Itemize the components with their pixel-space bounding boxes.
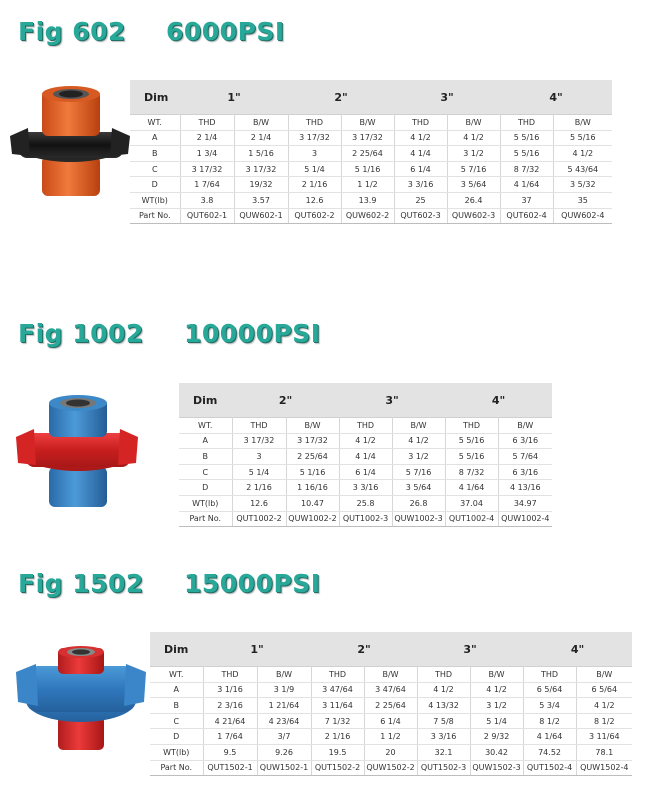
size-header: 2" [232, 383, 339, 418]
table-cell: 32.1 [417, 744, 470, 760]
table-cell: QUW602-4 [553, 208, 612, 224]
table-cell: 20 [364, 744, 417, 760]
sub-header: THD [288, 115, 341, 131]
table-cell: 8 7/32 [500, 161, 553, 177]
table-cell: 6 1/4 [394, 161, 447, 177]
table-cell: 74.52 [523, 744, 576, 760]
table-row [130, 161, 612, 177]
sub-header: B/W [286, 418, 339, 434]
table-cell: 4 1/64 [445, 480, 498, 496]
table-cell: 4 1/4 [339, 449, 392, 465]
table-row [130, 115, 612, 131]
table-cell: 5 1/16 [286, 464, 339, 480]
table-cell: QUT1002-3 [339, 511, 392, 527]
fig-1502-union-image [14, 644, 148, 752]
table-cell: 4 1/2 [447, 130, 500, 146]
table-cell: 5 3/4 [523, 698, 576, 714]
row-label: C [130, 161, 180, 177]
table-cell: 19/32 [234, 177, 288, 193]
table-cell: 1 1/2 [341, 177, 394, 193]
fig-602-spec-table [130, 80, 612, 224]
table-cell: QUW1002-3 [392, 511, 445, 527]
table-cell: QUW602-1 [234, 208, 288, 224]
sub-header: B/W [364, 667, 417, 683]
fig-1002-spec-table [179, 383, 552, 527]
table-cell: 1 7/64 [180, 177, 234, 193]
table-cell: 4 1/2 [417, 682, 470, 698]
row-label: A [179, 433, 232, 449]
table-cell: 8 1/2 [576, 713, 632, 729]
row-label: Part No. [150, 760, 203, 776]
row-label: D [179, 480, 232, 496]
table-cell: QUW602-2 [341, 208, 394, 224]
table-cell: 3 17/32 [286, 433, 339, 449]
table-cell: QUW1502-1 [257, 760, 311, 776]
row-label: WT. [150, 667, 203, 683]
table-cell: 3.57 [234, 192, 288, 208]
table-cell: 3 1/9 [257, 682, 311, 698]
fig-602-pressure: 6000PSI [166, 17, 285, 46]
sub-header: THD [394, 115, 447, 131]
fig-1502-title: Fig 1502 [18, 569, 144, 598]
table-cell: 10.47 [286, 495, 339, 511]
table-cell: QUT602-1 [180, 208, 234, 224]
table-cell: 3 17/32 [234, 161, 288, 177]
table-cell: QUW602-3 [447, 208, 500, 224]
table-cell: QUW1002-4 [498, 511, 552, 527]
table-cell: 5 5/16 [445, 433, 498, 449]
table-cell: 3 3/16 [417, 729, 470, 745]
table-cell: 3 3/16 [339, 480, 392, 496]
table-cell: 1 1/2 [364, 729, 417, 745]
table-cell: 3 17/32 [288, 130, 341, 146]
table-cell: 5 5/16 [500, 146, 553, 162]
row-label: WT. [130, 115, 180, 131]
table-cell: 1 21/64 [257, 698, 311, 714]
table-cell: 4 21/64 [203, 713, 257, 729]
fig-602-title: Fig 602 [18, 17, 126, 46]
table-cell: 4 13/32 [417, 698, 470, 714]
table-cell: QUT1502-4 [523, 760, 576, 776]
sub-header: THD [500, 115, 553, 131]
table-cell: 13.9 [341, 192, 394, 208]
table-cell: QUW1502-2 [364, 760, 417, 776]
table-cell: 3 11/64 [311, 698, 364, 714]
sub-header: B/W [234, 115, 288, 131]
table-cell: QUT602-4 [500, 208, 553, 224]
row-label: Part No. [130, 208, 180, 224]
table-row [179, 480, 552, 496]
table-row [150, 682, 632, 698]
table-cell: QUW1502-4 [576, 760, 632, 776]
table-cell: 3 17/32 [180, 161, 234, 177]
table-cell: 5 43/64 [553, 161, 612, 177]
table-row [179, 495, 552, 511]
size-header: 3" [339, 383, 445, 418]
size-header: 1" [203, 632, 311, 667]
table-cell: QUW1002-2 [286, 511, 339, 527]
fig-1502-spec-table [150, 632, 632, 776]
table-cell: 3 [232, 449, 286, 465]
table-cell: 4 1/2 [339, 433, 392, 449]
table-cell: QUT602-2 [288, 208, 341, 224]
sub-header: B/W [576, 667, 632, 683]
table-row [130, 130, 612, 146]
row-label: A [150, 682, 203, 698]
table-row [130, 192, 612, 208]
table-row [179, 449, 552, 465]
table-cell: 4 1/2 [394, 130, 447, 146]
table-cell: 6 3/16 [498, 433, 552, 449]
size-header: 3" [394, 80, 500, 115]
table-cell: 26.8 [392, 495, 445, 511]
table-row [130, 208, 612, 224]
row-label: D [150, 729, 203, 745]
sub-header: B/W [498, 418, 552, 434]
row-label: B [179, 449, 232, 465]
table-cell: 37 [500, 192, 553, 208]
table-cell: 3 5/64 [392, 480, 445, 496]
table-cell: 3 47/64 [364, 682, 417, 698]
table-cell: 7 5/8 [417, 713, 470, 729]
table-cell: 3 [288, 146, 341, 162]
table-cell: 4 23/64 [257, 713, 311, 729]
table-cell: 6 5/64 [523, 682, 576, 698]
dim-header: Dim [179, 383, 232, 418]
table-cell: 37.04 [445, 495, 498, 511]
table-cell: 3/7 [257, 729, 311, 745]
sub-header: THD [339, 418, 392, 434]
table-cell: 5 5/16 [553, 130, 612, 146]
table-cell: 8 1/2 [523, 713, 576, 729]
table-cell: 5 5/16 [445, 449, 498, 465]
sub-header: B/W [470, 667, 523, 683]
sub-header: THD [445, 418, 498, 434]
table-cell: 25.8 [339, 495, 392, 511]
sub-header: THD [523, 667, 576, 683]
table-cell: 6 1/4 [364, 713, 417, 729]
table-cell: 2 1/16 [311, 729, 364, 745]
table-cell: 1 3/4 [180, 146, 234, 162]
table-row [150, 667, 632, 683]
table-cell: 2 1/16 [232, 480, 286, 496]
dim-header: Dim [130, 80, 180, 115]
table-cell: 2 25/64 [364, 698, 417, 714]
table-cell: 5 1/4 [288, 161, 341, 177]
fig-1002-title: Fig 1002 [18, 319, 144, 348]
sub-header: THD [232, 418, 286, 434]
table-row [179, 464, 552, 480]
table-row [179, 511, 552, 527]
table-row [150, 760, 632, 776]
table-cell: 12.6 [288, 192, 341, 208]
table-cell: 78.1 [576, 744, 632, 760]
table-row [179, 433, 552, 449]
table-row [150, 698, 632, 714]
fig-602-union-image [8, 84, 132, 200]
sub-header: THD [311, 667, 364, 683]
fig-1002-pressure: 10000PSI [184, 319, 321, 348]
table-cell: 3 1/2 [470, 698, 523, 714]
table-cell: 5 1/16 [341, 161, 394, 177]
table-cell: QUT602-3 [394, 208, 447, 224]
row-label: B [150, 698, 203, 714]
table-cell: 2 1/4 [180, 130, 234, 146]
sub-header: B/W [341, 115, 394, 131]
table-cell: 9.5 [203, 744, 257, 760]
table-row [179, 418, 552, 434]
table-cell: 8 7/32 [445, 464, 498, 480]
table-cell: 3.8 [180, 192, 234, 208]
table-cell: 3 17/32 [341, 130, 394, 146]
table-header-row [179, 383, 552, 418]
table-cell: 3 1/2 [392, 449, 445, 465]
table-cell: 4 1/2 [553, 146, 612, 162]
dim-header: Dim [150, 632, 203, 667]
size-header: 4" [445, 383, 552, 418]
table-cell: 5 1/4 [470, 713, 523, 729]
table-cell: 3 1/2 [447, 146, 500, 162]
table-row [150, 729, 632, 745]
row-label: C [179, 464, 232, 480]
size-header: 3" [417, 632, 523, 667]
table-cell: 1 16/16 [286, 480, 339, 496]
table-row [150, 744, 632, 760]
table-cell: 26.4 [447, 192, 500, 208]
row-label: WT(lb) [179, 495, 232, 511]
table-cell: 4 1/64 [500, 177, 553, 193]
table-cell: 7 1/32 [311, 713, 364, 729]
sub-header: B/W [553, 115, 612, 131]
size-header: 2" [288, 80, 394, 115]
table-cell: 2 25/64 [341, 146, 394, 162]
fig-1502-pressure: 15000PSI [184, 569, 321, 598]
table-cell: QUW1502-3 [470, 760, 523, 776]
table-cell: QUT1502-1 [203, 760, 257, 776]
table-cell: QUT1002-4 [445, 511, 498, 527]
table-cell: 5 7/64 [498, 449, 552, 465]
table-cell: 4 1/2 [576, 698, 632, 714]
sub-header: THD [203, 667, 257, 683]
table-cell: 19.5 [311, 744, 364, 760]
table-cell: 3 3/16 [394, 177, 447, 193]
size-header: 4" [500, 80, 612, 115]
row-label: D [130, 177, 180, 193]
table-cell: 6 5/64 [576, 682, 632, 698]
table-cell: 3 47/64 [311, 682, 364, 698]
table-cell: 30.42 [470, 744, 523, 760]
table-cell: 6 1/4 [339, 464, 392, 480]
table-cell: 3 17/32 [232, 433, 286, 449]
fig-1002-union-image [14, 393, 140, 511]
sub-header: THD [417, 667, 470, 683]
table-cell: QUT1002-2 [232, 511, 286, 527]
table-row [130, 146, 612, 162]
table-cell: 4 1/4 [394, 146, 447, 162]
size-header: 2" [311, 632, 417, 667]
table-cell: 4 1/64 [523, 729, 576, 745]
row-label: WT(lb) [130, 192, 180, 208]
table-cell: 6 3/16 [498, 464, 552, 480]
table-cell: 2 3/16 [203, 698, 257, 714]
table-cell: 5 1/4 [232, 464, 286, 480]
table-cell: 12.6 [232, 495, 286, 511]
table-header-row [150, 632, 632, 667]
table-cell: 4 1/2 [392, 433, 445, 449]
table-cell: 1 7/64 [203, 729, 257, 745]
table-cell: 3 5/64 [447, 177, 500, 193]
table-header-row [130, 80, 612, 115]
row-label: A [130, 130, 180, 146]
row-label: B [130, 146, 180, 162]
row-label: WT. [179, 418, 232, 434]
table-cell: 1 5/16 [234, 146, 288, 162]
table-cell: 2 9/32 [470, 729, 523, 745]
table-cell: 5 7/16 [392, 464, 445, 480]
row-label: Part No. [179, 511, 232, 527]
table-row [130, 177, 612, 193]
table-cell: 34.97 [498, 495, 552, 511]
size-header: 4" [523, 632, 632, 667]
table-cell: 2 1/16 [288, 177, 341, 193]
table-cell: 25 [394, 192, 447, 208]
sub-header: B/W [392, 418, 445, 434]
table-cell: 3 1/16 [203, 682, 257, 698]
row-label: WT(lb) [150, 744, 203, 760]
sub-header: B/W [447, 115, 500, 131]
size-header: 1" [180, 80, 288, 115]
table-cell: 2 1/4 [234, 130, 288, 146]
table-cell: 2 25/64 [286, 449, 339, 465]
table-cell: 5 7/16 [447, 161, 500, 177]
table-cell: 9.26 [257, 744, 311, 760]
table-cell: 4 1/2 [470, 682, 523, 698]
sub-header: THD [180, 115, 234, 131]
table-row [150, 713, 632, 729]
table-cell: 35 [553, 192, 612, 208]
table-cell: QUT1502-2 [311, 760, 364, 776]
table-cell: QUT1502-3 [417, 760, 470, 776]
row-label: C [150, 713, 203, 729]
sub-header: B/W [257, 667, 311, 683]
table-cell: 4 13/16 [498, 480, 552, 496]
table-cell: 5 5/16 [500, 130, 553, 146]
table-cell: 3 11/64 [576, 729, 632, 745]
table-cell: 3 5/32 [553, 177, 612, 193]
